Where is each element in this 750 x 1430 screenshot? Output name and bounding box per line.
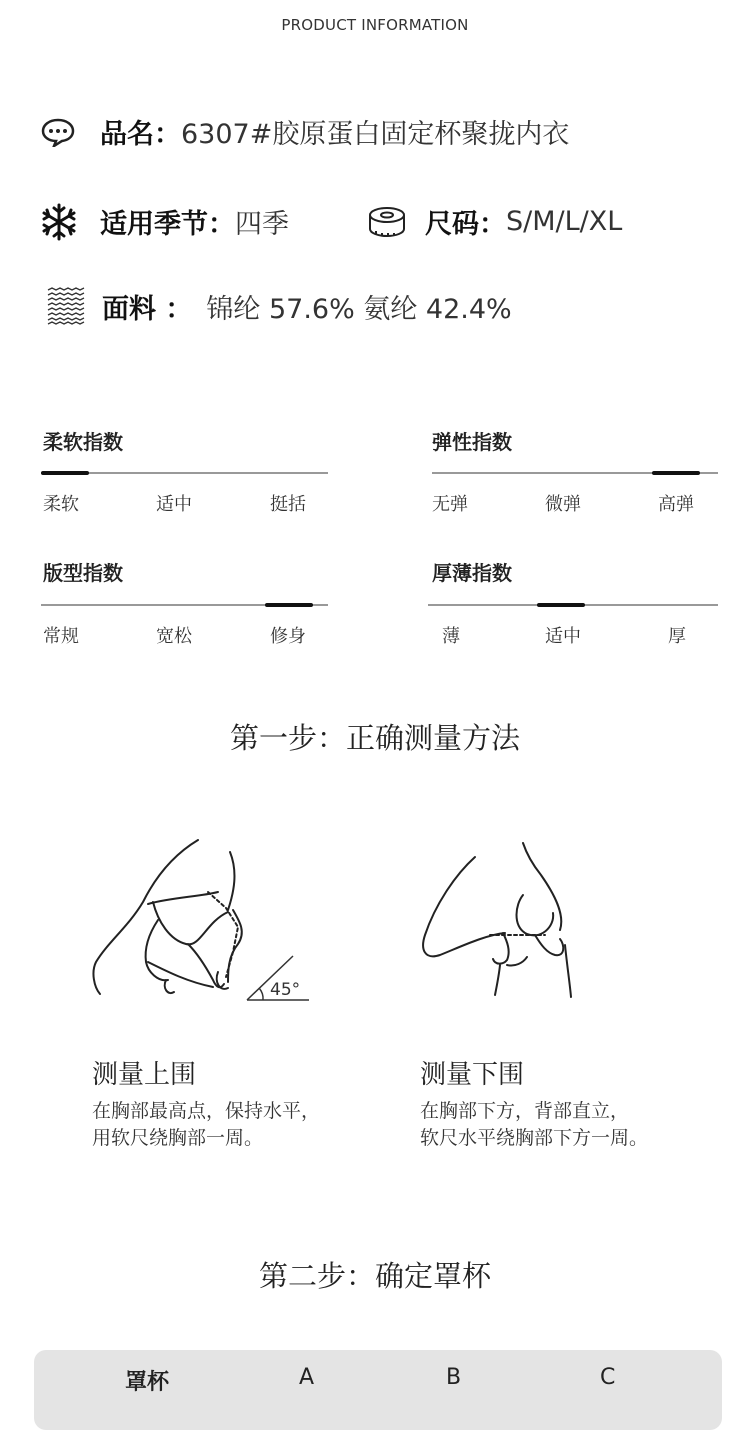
- cup-column-header: 罩杯: [125, 1370, 170, 1395]
- lower-bust-desc: [420, 1098, 648, 1152]
- season-value: 四季: [235, 209, 289, 240]
- thickness-label-3: 厚: [668, 626, 686, 647]
- elasticity-index-title: 弹性指数: [432, 430, 512, 454]
- fit-index-title: 版型指数: [43, 561, 123, 585]
- size-value: S/M/L/XL: [506, 206, 623, 237]
- thickness-label-2: 适中: [545, 626, 581, 647]
- page-header: PRODUCT INFORMATION: [281, 16, 469, 34]
- cup-b-header: B: [446, 1365, 462, 1390]
- fabric-value: 锦纶 57.6% 氨纶 42.4%: [206, 293, 512, 325]
- step2-title: 第二步：确定罩杯: [258, 1259, 491, 1293]
- size-row: [367, 202, 622, 241]
- lower-bust-desc-line1: 在胸部下方，背部直立，: [420, 1100, 630, 1122]
- elasticity-marker: [652, 471, 700, 475]
- upper-bust-desc-line2: 用软尺绕胸部一周。: [92, 1127, 264, 1149]
- fabric-row: [46, 286, 512, 326]
- product-name-label: 品名：: [100, 119, 181, 150]
- thickness-label-1: 薄: [442, 626, 460, 647]
- angle-label: 45°: [270, 980, 301, 1000]
- fabric-weave-icon: [46, 286, 88, 326]
- lower-bust-title: 测量下围: [420, 1060, 525, 1090]
- fit-label-2: 宽松: [156, 626, 192, 647]
- fit-marker: [265, 603, 313, 607]
- upper-bust-desc: [92, 1098, 320, 1152]
- cup-c-header: C: [600, 1365, 616, 1390]
- chat-bubble-icon: [40, 117, 76, 147]
- upper-bust-title: 测量上围: [92, 1060, 197, 1090]
- fabric-label: 面料 ：: [102, 293, 193, 325]
- product-name-row: [40, 112, 569, 151]
- softness-marker: [41, 471, 89, 475]
- thickness-marker: [537, 603, 585, 607]
- upper-bust-desc-line1: 在胸部最高点，保持水平，: [92, 1100, 321, 1122]
- product-name-value: 6307#胶原蛋白固定杯聚拢内衣: [181, 119, 570, 150]
- thickness-index-title: 厚薄指数: [432, 561, 512, 585]
- fit-label-1: 常规: [43, 626, 79, 647]
- softness-index-title: 柔软指数: [43, 430, 123, 454]
- fit-label-3: 修身: [270, 626, 306, 647]
- step1-title: 第一步：正确测量方法: [229, 721, 520, 755]
- snowflake-icon: [40, 203, 78, 241]
- cup-a-header: A: [299, 1365, 315, 1390]
- elasticity-label-2: 微弹: [545, 494, 581, 515]
- elasticity-label-3: 高弹: [658, 494, 694, 515]
- softness-label-2: 适中: [156, 494, 192, 515]
- size-label: 尺码：: [425, 209, 506, 240]
- softness-label-1: 柔软: [43, 494, 79, 515]
- season-row: [40, 202, 289, 241]
- tape-measure-icon: [367, 205, 407, 239]
- season-label: 适用季节：: [100, 209, 235, 240]
- lower-bust-desc-line2: 软尺水平绕胸部下方一周。: [420, 1127, 649, 1149]
- softness-label-3: 挺括: [270, 494, 306, 515]
- elasticity-label-1: 无弹: [432, 494, 468, 515]
- lower-bust-illustration: [415, 835, 605, 1005]
